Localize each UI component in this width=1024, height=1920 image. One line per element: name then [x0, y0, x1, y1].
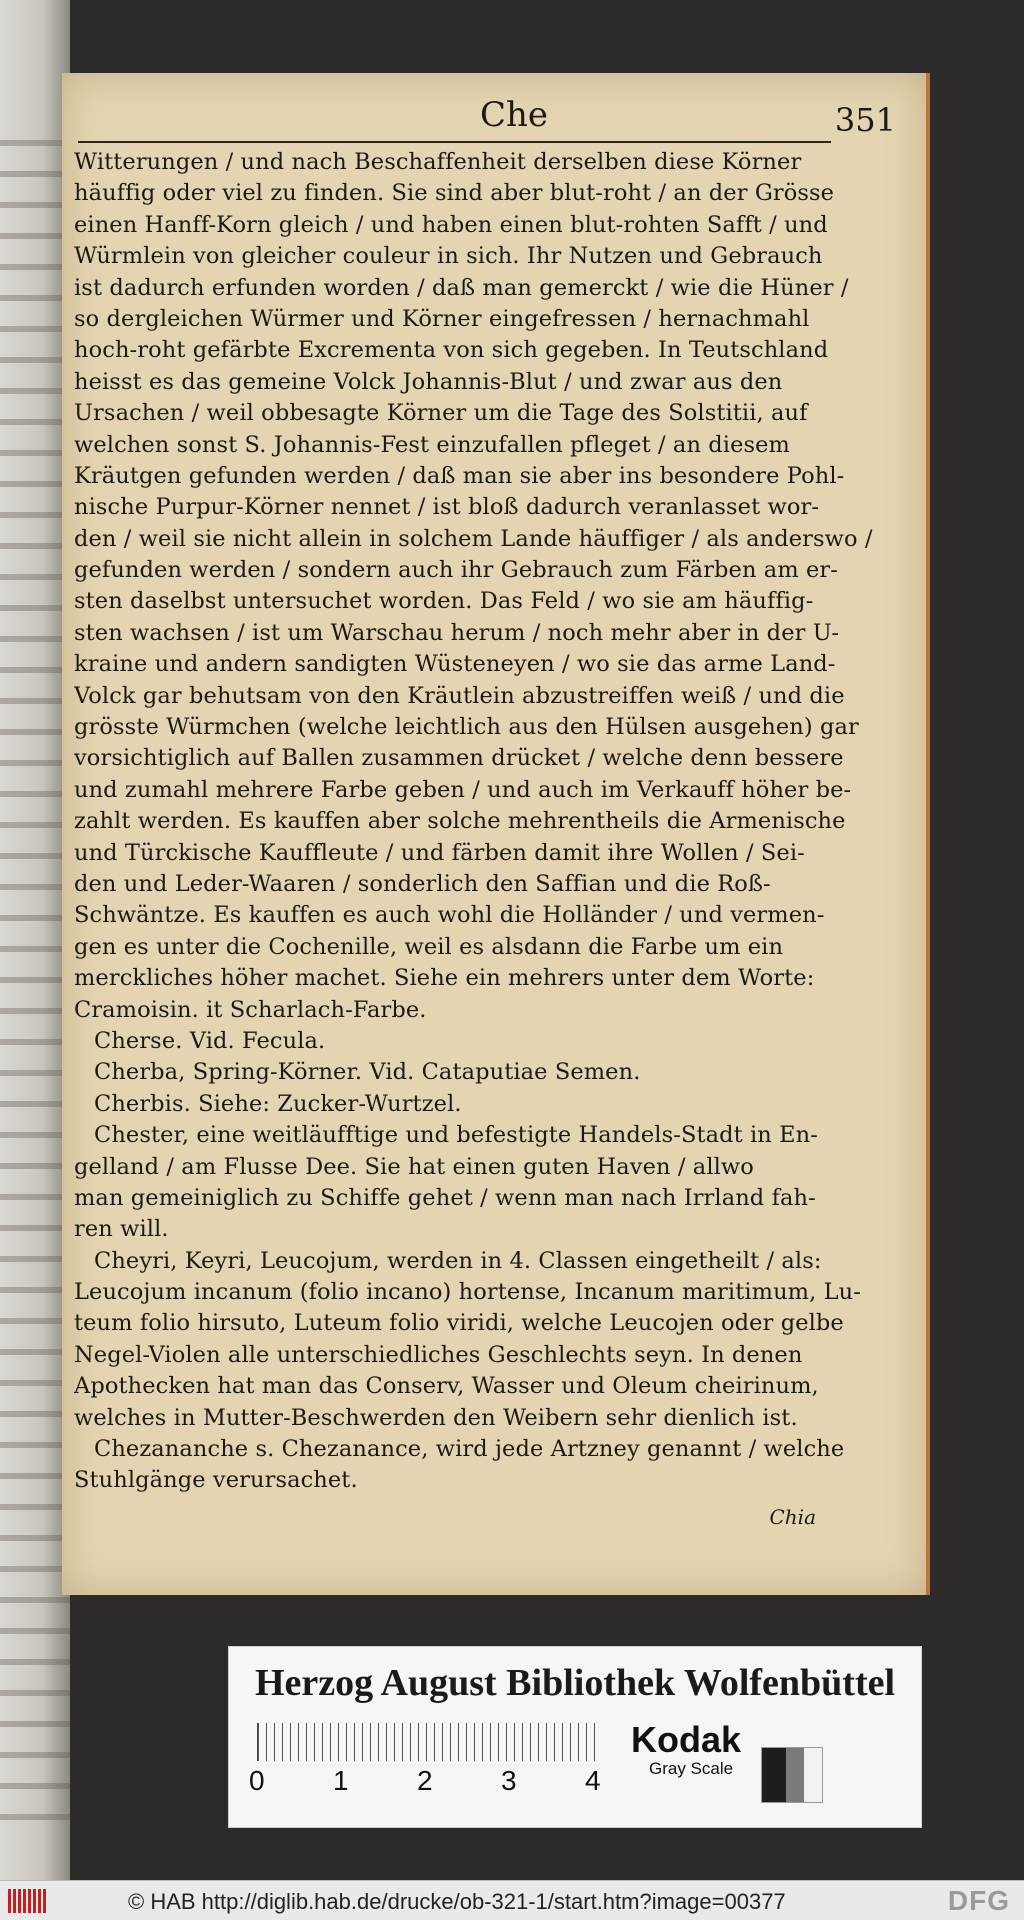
kodak-logo: Kodak [631, 1719, 742, 1760]
text-line: gefunden werden / sondern auch ihr Gebrauch zum Färben am er- [74, 557, 838, 584]
text-line: den und Leder-Waaren / sonderlich den Saffian und die Roß- [74, 870, 771, 897]
library-name: Herzog August Bibliothek Wolfenbüttel [254, 1662, 896, 1704]
text-line: merckliches höher machet. Siehe ein mehrers unter dem Worte: [74, 965, 815, 992]
footer-bar [0, 1880, 1024, 1920]
text-line: kraine und andern sandigten Wüsteneyen / wo sie das arme Land- [74, 651, 836, 678]
text-line: Ursachen / weil obbesagte Körner um die Tage des Solstitii, auf [74, 400, 808, 427]
gray-scale-swatch [761, 1747, 823, 1803]
text-line: häuffig oder viel zu finden. Sie sind aber blut-roht / an der Grösse [74, 180, 835, 207]
text-line: Cherse. Vid. Fecula. [94, 1027, 326, 1054]
adjacent-page-edge [0, 0, 70, 1880]
text-line: Negel-Violen alle unterschiedliches Geschlechts seyn. In denen [74, 1341, 803, 1368]
text-line: Kräutgen gefunden werden / daß man sie aber ins besondere Pohl- [74, 462, 845, 489]
text-line: welchen sonst S. Johannis-Fest einzufallen pfleget / an diesem [74, 431, 790, 458]
text-line: so dergleichen Würmer und Körner eingefressen / hernachmahl [74, 305, 810, 332]
scale-ruler [257, 1723, 598, 1761]
ruler-number: 3 [501, 1765, 517, 1796]
text-line: welches in Mutter-Beschwerden den Weibern sehr dienlich ist. [74, 1404, 798, 1431]
text-line: grösste Würmchen (welche leichtlich aus den Hülsen ausgehen) gar [74, 714, 859, 741]
text-line: nische Purpur-Körner nennet / ist bloß dadurch veranlasset wor- [74, 494, 820, 521]
text-line: zahlt werden. Es kauffen aber solche mehrentheils die Armenische [74, 808, 846, 835]
text-line: Cherba, Spring-Körner. Vid. Cataputiae Semen. [94, 1059, 641, 1086]
text-line: Stuhlgänge verursachet. [74, 1467, 358, 1494]
text-line: ren will. [74, 1216, 169, 1243]
ruler-number: 0 [249, 1765, 265, 1796]
text-line: man gemeiniglich zu Schiffe gehet / wenn man nach Irrland fah- [74, 1184, 816, 1211]
text-line: und Türckische Kauffleute / und färben damit ihre Wollen / Sei- [74, 839, 805, 866]
text-line: Würmlein von gleicher couleur in sich. Ihr Nutzen und Gebrauch [74, 243, 823, 270]
catchword: Chia [769, 1505, 816, 1529]
text-line: teum folio hirsuto, Luteum folio viridi, welche Leucojen oder gelbe [74, 1310, 844, 1337]
hab-logo-icon [8, 1889, 48, 1913]
footer-source-text: © HAB http://diglib.hab.de/drucke/ob-321-1/start.htm?image=00377 [128, 1889, 786, 1914]
text-line: heisst es das gemeine Volck Johannis-Blut / und zwar aus den [74, 368, 783, 395]
text-line: Leucojum incanum (folio incano) hortense, Incanum maritimum, Lu- [74, 1279, 861, 1306]
ruler-number: 2 [417, 1765, 433, 1796]
text-line: ist dadurch erfunden worden / daß man gemerckt / wie die Hüner / [74, 274, 849, 301]
text-line: sten daselbst untersuchet worden. Das Feld / wo sie am häuffig- [74, 588, 814, 615]
page-body-text [74, 147, 884, 1497]
text-line: Schwäntze. Es kauffen es auch wohl die Holländer / und vermen- [74, 902, 825, 929]
gray-scale-label: Gray Scale [649, 1759, 734, 1778]
text-line: vorsichtiglich auf Ballen zusammen drücket / welche denn bessere [74, 745, 844, 772]
page-number: 351 [834, 101, 896, 139]
text-line: gen es unter die Cochenille, weil es alsdann die Farbe um ein [74, 933, 784, 960]
color-calibration-target [228, 1646, 922, 1828]
text-line: Witterungen / und nach Beschaffenheit derselben diese Körner [74, 149, 802, 175]
text-line: hoch-roht gefärbte Excrementa von sich gegeben. In Teutschland [74, 337, 829, 364]
text-line: und zumahl mehrere Farbe geben / und auch im Verkauff höher be- [74, 776, 852, 803]
dfg-logo: DFG [947, 1885, 1010, 1916]
ruler-number: 1 [333, 1765, 349, 1796]
text-line: Volck gar behutsam von den Kräutlein abzustreiffen weiß / und die [74, 682, 845, 709]
text-line: gelland / am Flusse Dee. Sie hat einen guten Haven / allwo [74, 1153, 754, 1180]
ruler-number: 4 [585, 1765, 601, 1796]
text-line: Chester, eine weitläufftige und befestigte Handels-Stadt in En- [94, 1122, 818, 1149]
book-page [62, 73, 930, 1595]
text-line: Apothecken hat man das Conserv, Wasser und Oleum cheirinum, [74, 1373, 819, 1400]
header-rule [78, 141, 831, 143]
text-line: den / weil sie nicht allein in solchem Lande häuffiger / als anderswo / [74, 525, 873, 552]
text-line: einen Hanff-Korn gleich / und haben einen blut-rohten Safft / und [74, 211, 828, 238]
text-line: Cheyri, Keyri, Leucojum, werden in 4. Classen eingetheilt / als: [94, 1247, 822, 1274]
text-line: Chezananche s. Chezanance, wird jede Artzney genannt / welche [94, 1436, 845, 1463]
text-line: sten wachsen / ist um Warschau herum / noch mehr aber in der U- [74, 619, 840, 646]
running-head: Che [480, 95, 549, 135]
text-line: Cherbis. Siehe: Zucker-Wurtzel. [94, 1090, 462, 1117]
text-line: Cramoisin. it Scharlach-Farbe. [74, 996, 427, 1023]
